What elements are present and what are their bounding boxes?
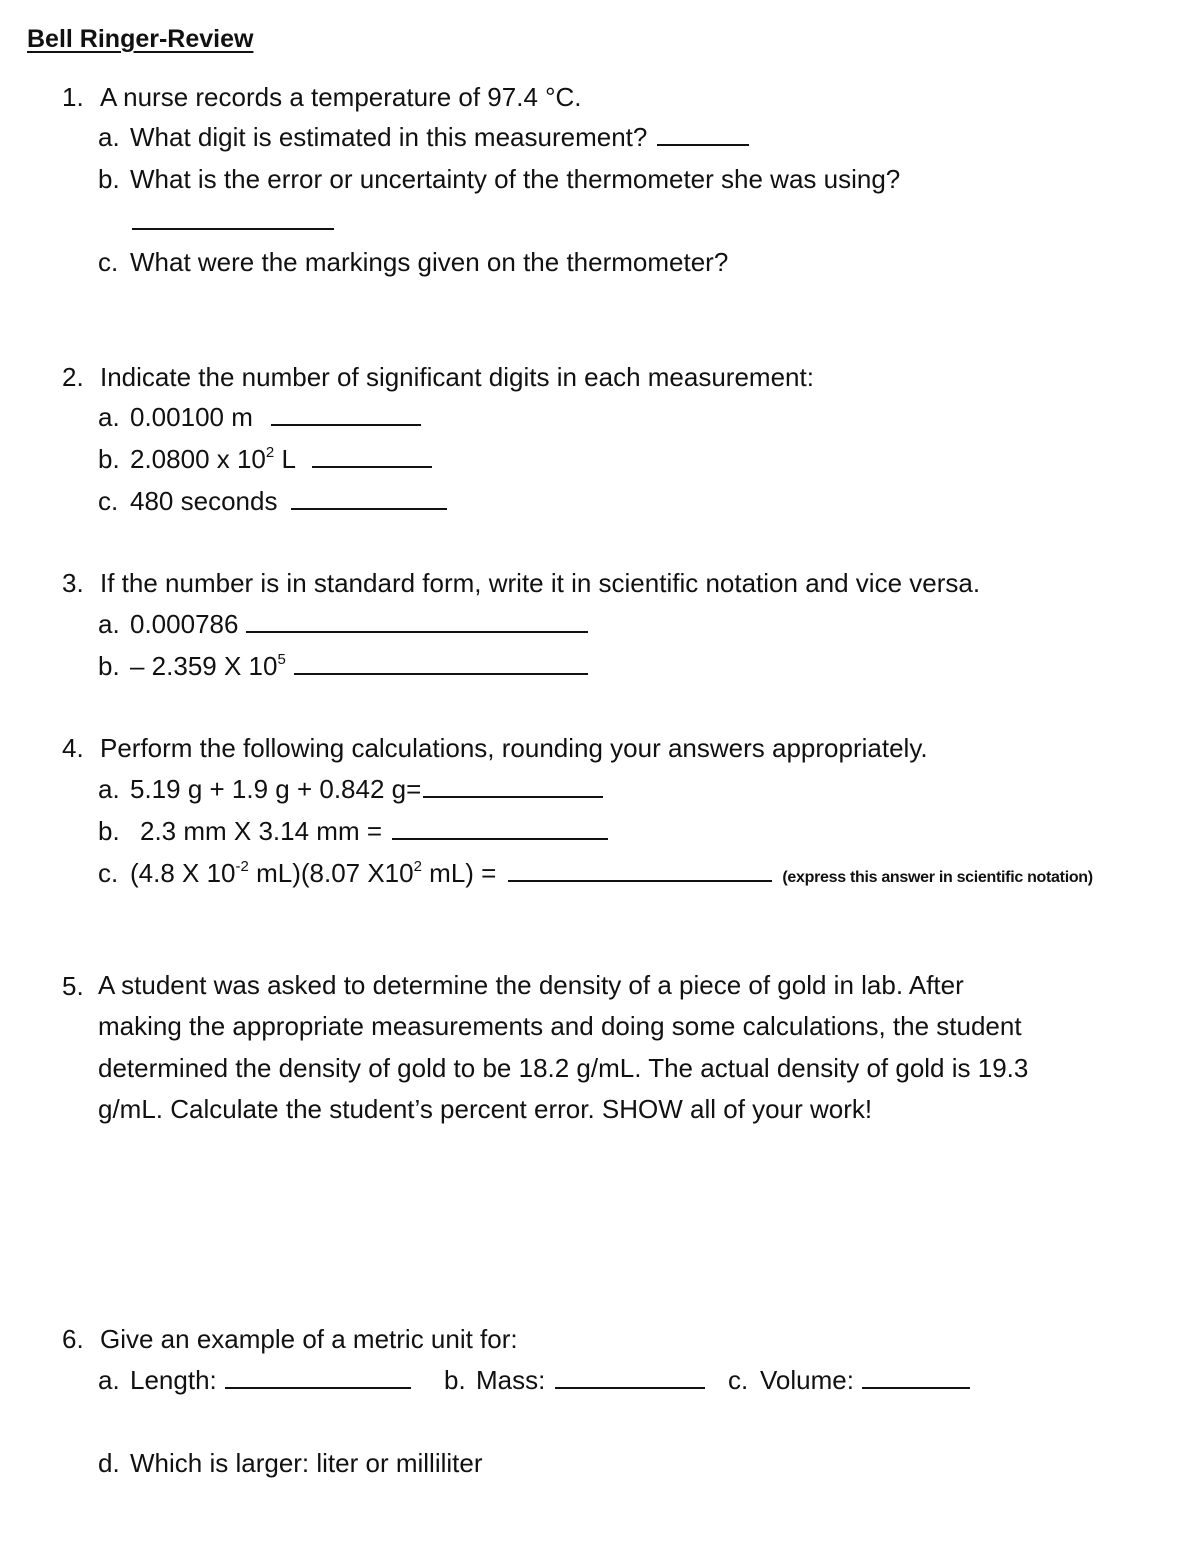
item-letter: c. — [728, 1365, 749, 1395]
answer-blank[interactable] — [271, 400, 421, 426]
item-text: 2.3 mm X 3.14 mm = — [140, 816, 383, 846]
exponent: 2 — [413, 858, 422, 875]
question-6a — [98, 1363, 411, 1397]
question-number: 3. — [62, 568, 84, 598]
item-letter: a. — [98, 402, 120, 432]
item-text: (4.8 X 10 — [130, 858, 236, 888]
answer-blank[interactable] — [294, 649, 588, 675]
question-5-line-4: g/mL. Calculate the student’s percent error. SHOW all of your work! — [98, 1094, 873, 1124]
item-text: Which is larger: liter or milliliter — [130, 1448, 483, 1478]
answer-blank[interactable] — [392, 814, 608, 840]
item-text: Mass: — [476, 1365, 546, 1395]
question-text: If the number is in standard form, write it in scientific notation and vice versa. — [100, 568, 981, 598]
item-text: 0.00100 m — [130, 402, 253, 432]
item-text: 2.0800 x 10 — [130, 444, 266, 474]
item-text: 480 seconds — [130, 486, 278, 516]
question-5-line-2: making the appropriate measurements and doing some calculations, the student — [98, 1011, 1022, 1041]
answer-blank[interactable] — [291, 484, 447, 510]
item-text: 5.19 g + 1.9 g + 0.842 g= — [130, 774, 422, 804]
item-text: – 2.359 X 10 — [130, 651, 278, 681]
question-1c — [98, 245, 728, 279]
item-text: mL) = — [421, 858, 497, 888]
item-letter: a. — [98, 774, 120, 804]
question-5-line-3: determined the density of gold to be 18.2 g/mL. The actual density of gold is 19.3 — [98, 1053, 1029, 1083]
instruction-note: (express this answer in scientific notation) — [782, 869, 1093, 886]
unit-text: L — [274, 444, 296, 474]
question-1b-answer — [132, 204, 334, 238]
question-6c — [728, 1363, 970, 1397]
question-4a — [98, 772, 603, 806]
item-text: 0.000786 — [130, 609, 239, 639]
item-text: What is the error or uncertainty of the thermometer she was using? — [130, 164, 901, 194]
question-6 — [62, 1322, 518, 1356]
answer-blank[interactable] — [862, 1363, 970, 1389]
page-title: Bell Ringer-Review — [27, 25, 254, 53]
item-letter: a. — [98, 122, 120, 152]
question-1a — [98, 120, 749, 154]
question-text: Perform the following calculations, rounding your answers appropriately. — [100, 733, 928, 763]
question-2b — [98, 442, 432, 476]
item-letter: b. — [98, 444, 120, 474]
item-letter: c. — [98, 486, 119, 516]
answer-blank[interactable] — [657, 120, 749, 146]
item-text: Volume: — [760, 1365, 854, 1395]
item-letter: a. — [98, 1365, 120, 1395]
answer-blank[interactable] — [508, 856, 772, 882]
question-number: 6. — [62, 1324, 84, 1354]
question-4b — [98, 814, 608, 848]
question-text: Indicate the number of significant digits in each measurement: — [100, 362, 814, 392]
item-text: What digit is estimated in this measurement? — [130, 122, 648, 152]
item-letter: d. — [98, 1448, 120, 1478]
question-5 — [62, 969, 100, 1003]
question-6b — [444, 1363, 705, 1397]
question-text: A nurse records a temperature of 97.4 °C. — [100, 82, 582, 112]
question-number: 4. — [62, 733, 84, 763]
item-letter: b. — [98, 651, 120, 681]
question-number: 5. — [62, 971, 84, 1001]
item-letter: c. — [98, 247, 119, 277]
answer-blank[interactable] — [246, 607, 588, 633]
exponent: 5 — [277, 651, 286, 668]
question-text: Give an example of a metric unit for: — [100, 1324, 518, 1354]
question-4c — [98, 856, 1093, 895]
answer-blank[interactable] — [312, 442, 432, 468]
question-3a — [98, 607, 588, 641]
question-3b — [98, 649, 588, 683]
item-letter: a. — [98, 609, 120, 639]
question-3 — [62, 566, 980, 600]
item-letter: c. — [98, 858, 119, 888]
question-1b — [98, 162, 900, 196]
exponent: 2 — [265, 444, 275, 461]
question-5-line-1: A student was asked to determine the density of a piece of gold in lab. After — [98, 970, 964, 1000]
question-2c — [98, 484, 447, 518]
item-text: What were the markings given on the thermometer? — [130, 247, 729, 277]
answer-blank[interactable] — [225, 1363, 411, 1389]
answer-blank[interactable] — [555, 1363, 705, 1389]
answer-blank[interactable] — [132, 204, 334, 230]
item-letter: b. — [444, 1365, 466, 1395]
question-1 — [62, 80, 582, 114]
item-letter: b. — [98, 816, 120, 846]
question-2 — [62, 360, 814, 394]
item-text: mL)(8.07 X10 — [248, 858, 414, 888]
question-number: 2. — [62, 362, 84, 392]
answer-blank[interactable] — [423, 772, 603, 798]
item-text: Length: — [130, 1365, 217, 1395]
question-2a — [98, 400, 421, 434]
question-number: 1. — [62, 82, 84, 112]
exponent: -2 — [235, 858, 249, 875]
question-6d — [98, 1446, 483, 1480]
item-letter: b. — [98, 164, 120, 194]
question-4 — [62, 731, 928, 765]
